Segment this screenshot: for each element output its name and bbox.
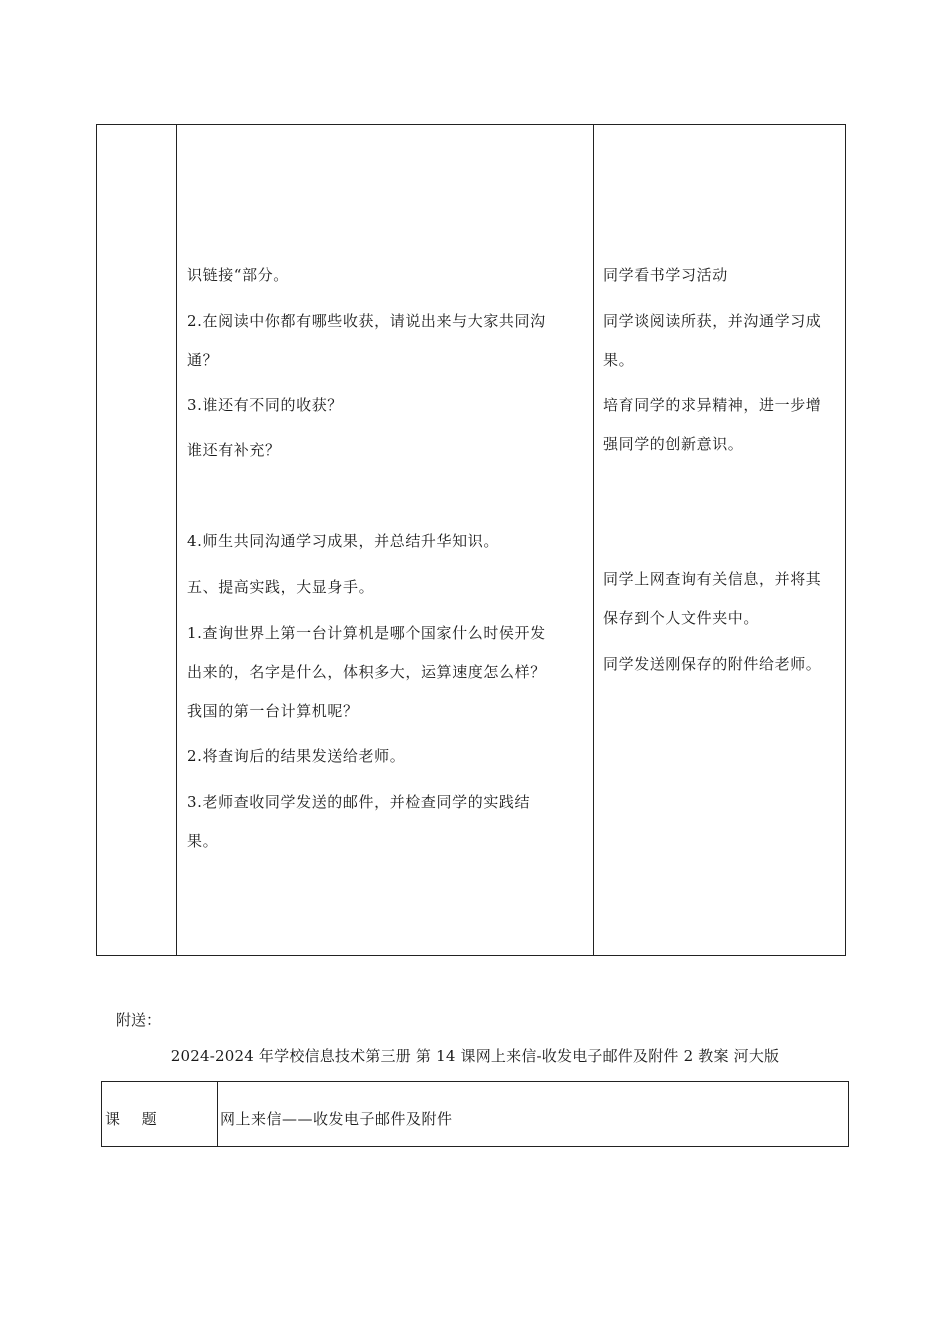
- student-line: 培育同学的求异精神，进一步增: [603, 396, 822, 414]
- student-line: 同学谈阅读所获，并沟通学习成: [603, 312, 822, 330]
- teacher-line: 通？: [187, 351, 219, 369]
- teacher-activity-column: [177, 125, 594, 955]
- teacher-line: 3.谁还有不同的收获？: [187, 396, 343, 414]
- topic-value-cell: [218, 1082, 848, 1146]
- topic-label-cell: [102, 1082, 218, 1146]
- student-line: 保存到个人文件夹中。: [603, 609, 760, 627]
- teacher-line: 谁还有补充？: [187, 441, 281, 459]
- student-activity-column: [594, 125, 845, 955]
- student-line: 果。: [603, 351, 635, 369]
- teacher-line: 2.在阅读中你都有哪些收获，请说出来与大家共同沟: [187, 312, 546, 330]
- teacher-line: 3.老师查收同学发送的邮件，并检查同学的实践结: [187, 793, 531, 811]
- lesson-activity-table: [96, 124, 846, 956]
- teacher-line: 出来的，名字是什么，体积多大，运算速度怎么样？: [187, 663, 546, 681]
- teacher-line: 识链接“部分。: [187, 266, 289, 284]
- document-title: 2024-2024 年学校信息技术第三册 第 14 课网上来信-收发电子邮件及附件 2 教案 河大版: [170, 1047, 780, 1065]
- topic-table: [101, 1081, 849, 1147]
- student-line: 同学发送刚保存的附件给老师。: [603, 655, 822, 673]
- topic-value: 网上来信——收发电子邮件及附件: [220, 1110, 453, 1128]
- appendix-label: 附送：: [116, 1011, 162, 1029]
- teacher-line: 五、提高实践，大显身手。: [187, 578, 375, 596]
- section-column: [97, 125, 177, 955]
- teacher-line: 2.将查询后的结果发送给老师。: [187, 747, 406, 765]
- student-line: 同学看书学习活动: [603, 266, 728, 284]
- topic-label: 课 题: [105, 1110, 158, 1128]
- student-line: 强同学的创新意识。: [603, 435, 744, 453]
- teacher-line: 4.师生共同沟通学习成果，并总结升华知识。: [187, 532, 499, 550]
- teacher-line: 1.查询世界上第一台计算机是哪个国家什么时侯开发: [187, 624, 546, 642]
- teacher-line: 我国的第一台计算机呢？: [187, 702, 359, 720]
- student-line: 同学上网查询有关信息，并将其: [603, 570, 822, 588]
- teacher-line: 果。: [187, 832, 219, 850]
